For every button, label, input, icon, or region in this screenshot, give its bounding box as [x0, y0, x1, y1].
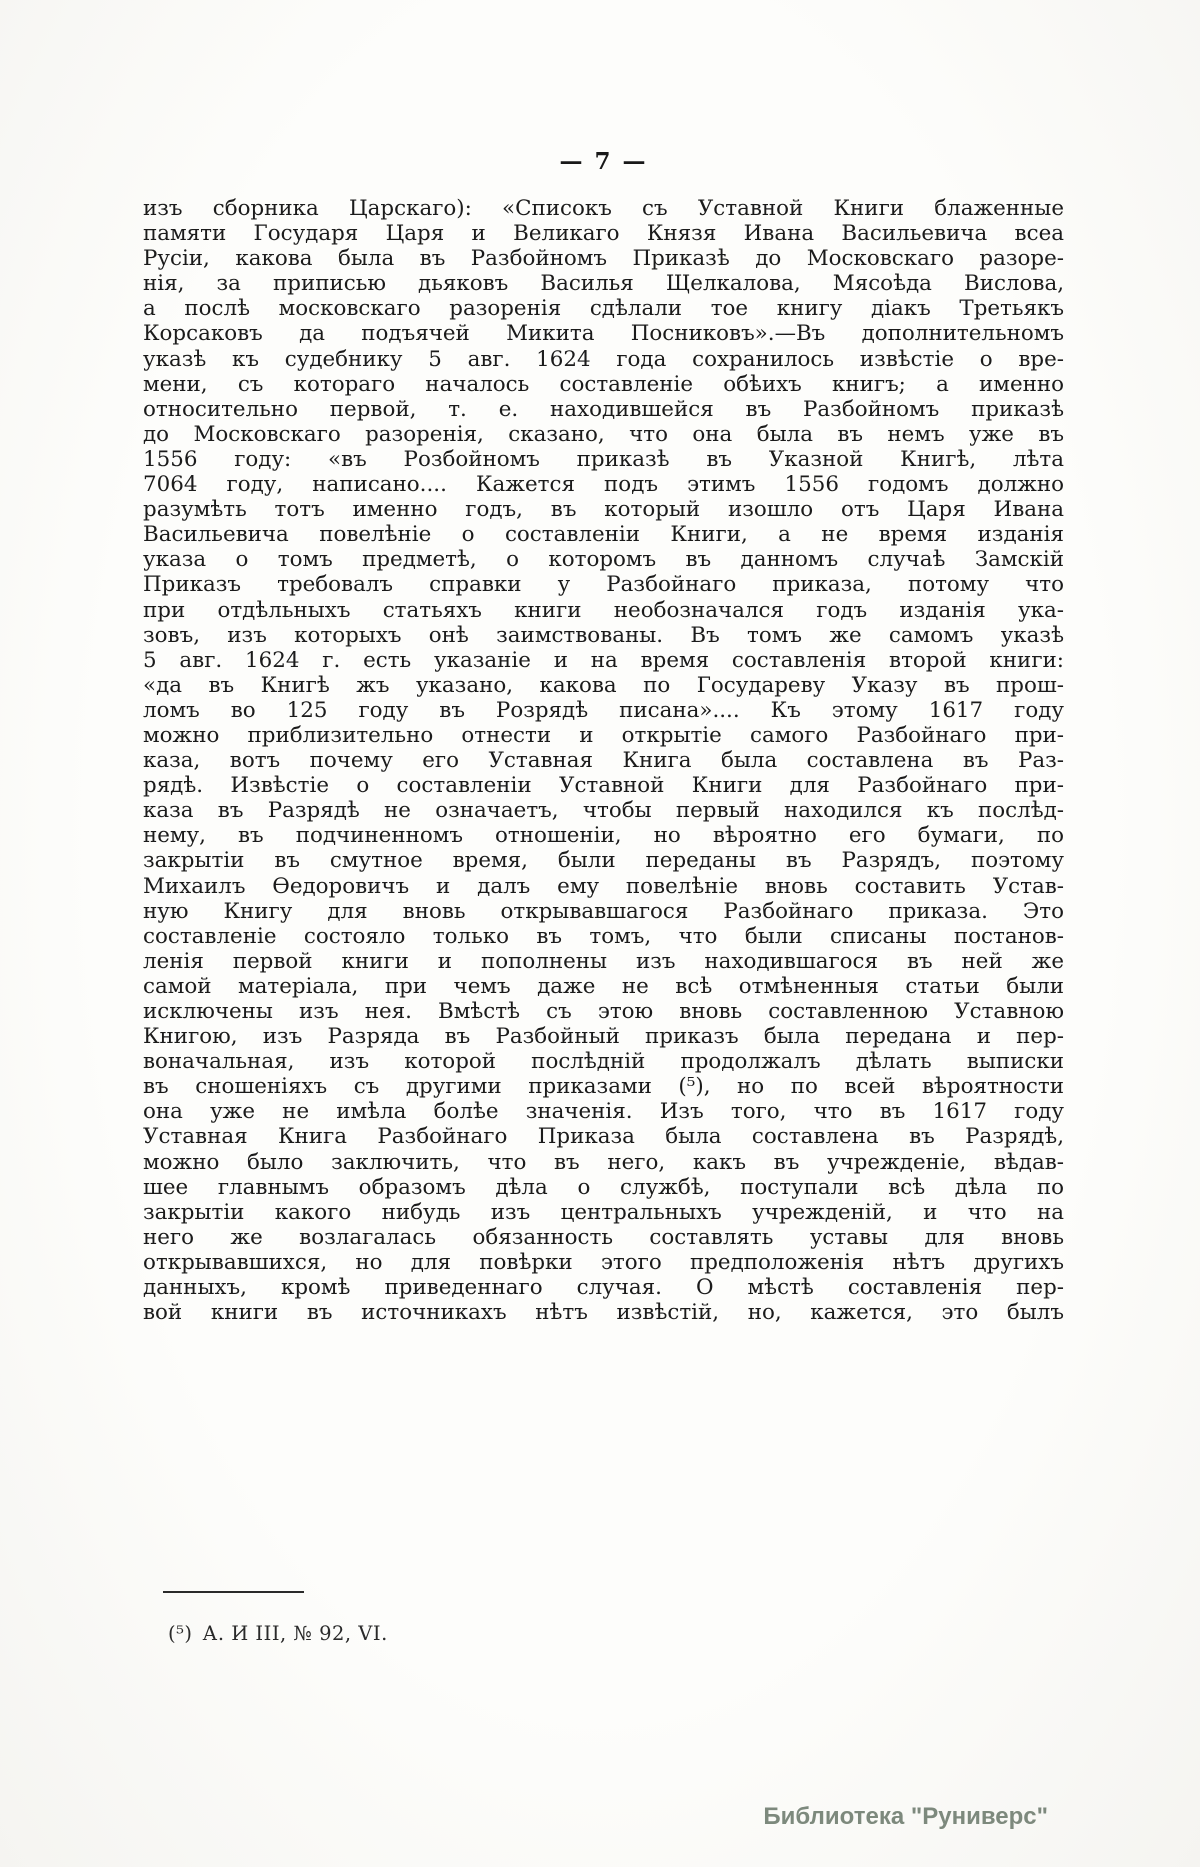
- text-line: можно было заключить, что въ него, какъ въ учрежденіе, вѣдав-: [143, 1149, 1064, 1175]
- text-line: ломъ во 125 году въ Розрядѣ писана».... Къ этому 1617 году: [143, 697, 1064, 723]
- text-line: Русіи, какова была въ Разбойномъ Приказѣ до Московскаго разоре-: [143, 246, 1064, 272]
- text-line: исключены изъ нея. Вмѣстѣ съ этою вновь составленною Уставною: [143, 999, 1064, 1024]
- text-line: каза въ Разрядѣ не означаетъ, чтобы первый находился къ послѣд-: [143, 798, 1064, 824]
- text-line: можно приблизительно отнести и открытіе самого Разбойнаго при-: [143, 722, 1064, 748]
- text-line: относительно первой, т. е. находившейся въ Разбойномъ приказѣ: [143, 396, 1064, 422]
- text-line: закрытіи какого нибудь изъ центральныхъ учрежденій, и что на: [143, 1199, 1064, 1225]
- text-line: Уставная Книга Разбойнаго Приказа была составлена въ Разрядѣ,: [143, 1124, 1064, 1150]
- text-line: шее главнымъ образомъ дѣла о службѣ, поступали всѣ дѣла по: [143, 1174, 1064, 1200]
- library-watermark: Библиотека "Руниверс": [763, 1803, 1048, 1830]
- text-line: воначальная, изъ которой послѣдній продолжалъ дѣлать выписки: [143, 1049, 1064, 1075]
- text-line: составленіе состояло только въ томъ, что были списаны постанов-: [143, 923, 1064, 949]
- text-line: 1556 году: «въ Розбойномъ приказѣ въ Указной Книгѣ, лѣта: [143, 446, 1064, 472]
- text-line: открывавшихся, но для повѣрки этого предположенія нѣтъ другихъ: [143, 1249, 1064, 1275]
- text-line: «да въ Книгѣ жъ указано, какова по Государеву Указу въ прош-: [143, 672, 1064, 698]
- text-line: вой книги въ источникахъ нѣтъ извѣстій, но, кажется, это былъ: [143, 1300, 1064, 1326]
- text-line: а послѣ московскаго разоренія сдѣлали тое книгу діакъ Третьякъ: [143, 296, 1064, 322]
- text-line: зовъ, изъ которыхъ онѣ заимствованы. Въ томъ же самомъ указѣ: [143, 622, 1064, 648]
- text-line: указа о томъ предметѣ, о которомъ въ данномъ случаѣ Замскій: [143, 547, 1064, 573]
- text-line: изъ сборника Царскаго): «Списокъ съ Уставной Книги блаженные: [143, 196, 1064, 221]
- text-line: Михаилъ Ѳедоровичъ и далъ ему повелѣніе вновь составить Устав-: [143, 873, 1064, 899]
- text-line: въ сношеніяхъ съ другими приказами (⁵), но по всей вѣроятности: [143, 1074, 1064, 1100]
- text-line: 7064 году, написано.... Кажется подъ этимъ 1556 годомъ должно: [143, 472, 1064, 498]
- text-line: разумѣть тотъ именно годъ, въ который изошло отъ Царя Ивана: [143, 497, 1064, 523]
- footnote-divider: [163, 1591, 304, 1593]
- text-line: Васильевича повелѣніе о составленіи Книги, а не время изданія: [143, 522, 1064, 548]
- text-line: рядѣ. Извѣстіе о составленіи Уставной Книги для Разбойнаго при-: [143, 773, 1064, 799]
- body-text: [143, 196, 1064, 1325]
- text-line: закрытіи въ смутное время, были переданы въ Разрядъ, поэтому: [143, 848, 1064, 874]
- text-line: она уже не имѣла болѣе значенія. Изъ того, что въ 1617 году: [143, 1099, 1064, 1125]
- text-line: каза, вотъ почему его Уставная Книга была составлена въ Раз-: [143, 748, 1064, 774]
- text-line: Книгою, изъ Разряда въ Разбойный приказъ была передана и пер-: [143, 1024, 1064, 1050]
- text-line: него же возлагалась обязанность составлять уставы для вновь: [143, 1224, 1064, 1250]
- footnote-marker: (⁵): [168, 1622, 193, 1645]
- text-line: самой матеріала, при чемъ даже не всѣ отмѣненныя статьи были: [143, 973, 1064, 999]
- footnote-text: А. И III, № 92, VI.: [202, 1622, 388, 1645]
- text-line: Корсаковъ да подъячей Микита Посниковъ».—Въ дополнительномъ: [143, 321, 1064, 347]
- text-line: данныхъ, кромѣ приведеннаго случая. О мѣстѣ составленія пер-: [143, 1275, 1064, 1301]
- text-line: до Московскаго разоренія, сказано, что она была въ немъ уже въ: [143, 421, 1064, 447]
- footnote: [168, 1622, 388, 1645]
- page-number: — 7 —: [559, 148, 648, 175]
- text-line: Приказъ требовалъ справки у Разбойнаго приказа, потому что: [143, 572, 1064, 598]
- text-line: ную Книгу для вновь открывавшагося Разбойнаго приказа. Это: [143, 898, 1064, 924]
- text-line: памяти Государя Царя и Великаго Князя Ивана Васильевича всеа: [143, 221, 1064, 247]
- text-line: указѣ къ судебнику 5 авг. 1624 года сохранилось извѣстіе о вре-: [143, 346, 1064, 372]
- text-line: 5 авг. 1624 г. есть указаніе и на время составленія второй книги:: [143, 647, 1064, 673]
- text-line: ленія первой книги и пополнены изъ находившагося въ ней же: [143, 948, 1064, 974]
- text-line: при отдѣльныхъ статьяхъ книги необозначался годъ изданія ука-: [143, 597, 1064, 623]
- text-line: нія, за приписью дьяковъ Василья Щелкалова, Мясоѣда Вислова,: [143, 271, 1064, 297]
- text-line: мени, съ котораго началось составленіе обѣихъ книгъ; а именно: [143, 371, 1064, 397]
- text-line: нему, въ подчиненномъ отношеніи, но вѣроятно его бумаги, по: [143, 823, 1064, 849]
